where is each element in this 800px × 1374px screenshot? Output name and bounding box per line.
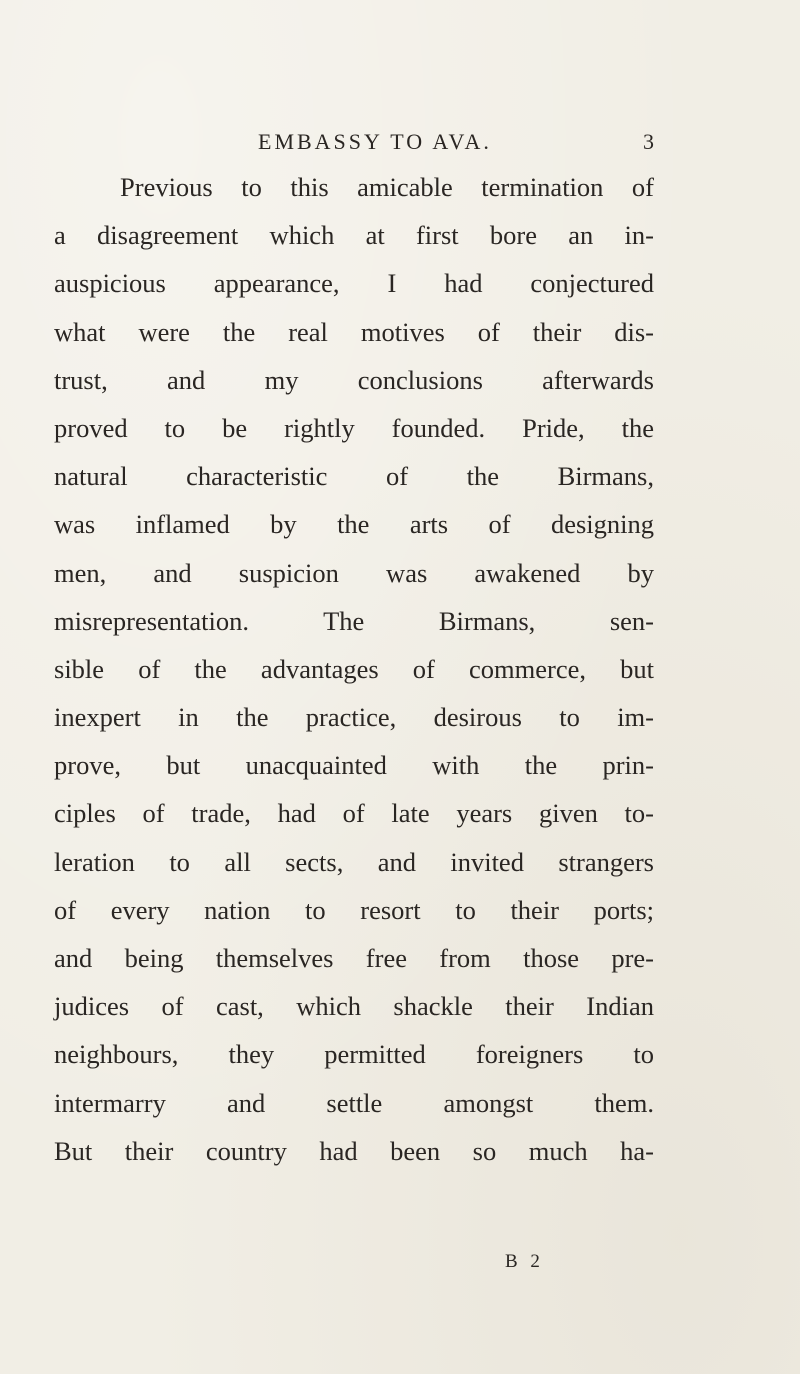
text-line: judices of cast, which shackle their Indian [54,991,654,1022]
text-line: intermarry and settle amongst them. [54,1087,654,1118]
text-line: what were the real motives of their dis- [54,316,654,347]
text-line: trust, and my conclusions afterwards [54,364,654,395]
text-line: proved to be rightly founded. Pride, the [54,412,654,443]
text-line: prove, but unacquainted with the prin- [54,750,654,781]
text-line: auspicious appearance, I had conjectured [54,268,654,299]
text-line: inexpert in the practice, desirous to im- [54,702,654,733]
text-line: and being themselves free from those pre- [54,943,654,973]
text-line: But their country had been so much ha- [54,1135,654,1166]
text-line: was inflamed by the arts of designing [54,509,654,540]
text-line: natural characteristic of the Birmans, [54,461,654,492]
body-paragraph [54,163,654,1175]
running-title: EMBASSY TO AVA. [258,129,492,154]
signature-mark: B 2 [505,1251,544,1272]
text-line: sible of the advantages of commerce, but [54,653,654,684]
text-line: leration to all sects, and invited strangers [54,846,654,877]
page-number: 3 [643,129,654,154]
text-line: ciples of trade, had of late years given to- [54,798,654,829]
text-line: neighbours, they permitted foreigners to [54,1039,654,1070]
text-line: Previous to this amicable termination of [120,172,654,202]
running-header [258,122,654,162]
text-line: men, and suspicion was awakened by [54,557,654,588]
text-line: of every nation to resort to their ports; [54,894,654,925]
text-line: misrepresentation. The Birmans, sen- [54,605,654,636]
text-line: a disagreement which at first bore an in- [54,220,654,251]
